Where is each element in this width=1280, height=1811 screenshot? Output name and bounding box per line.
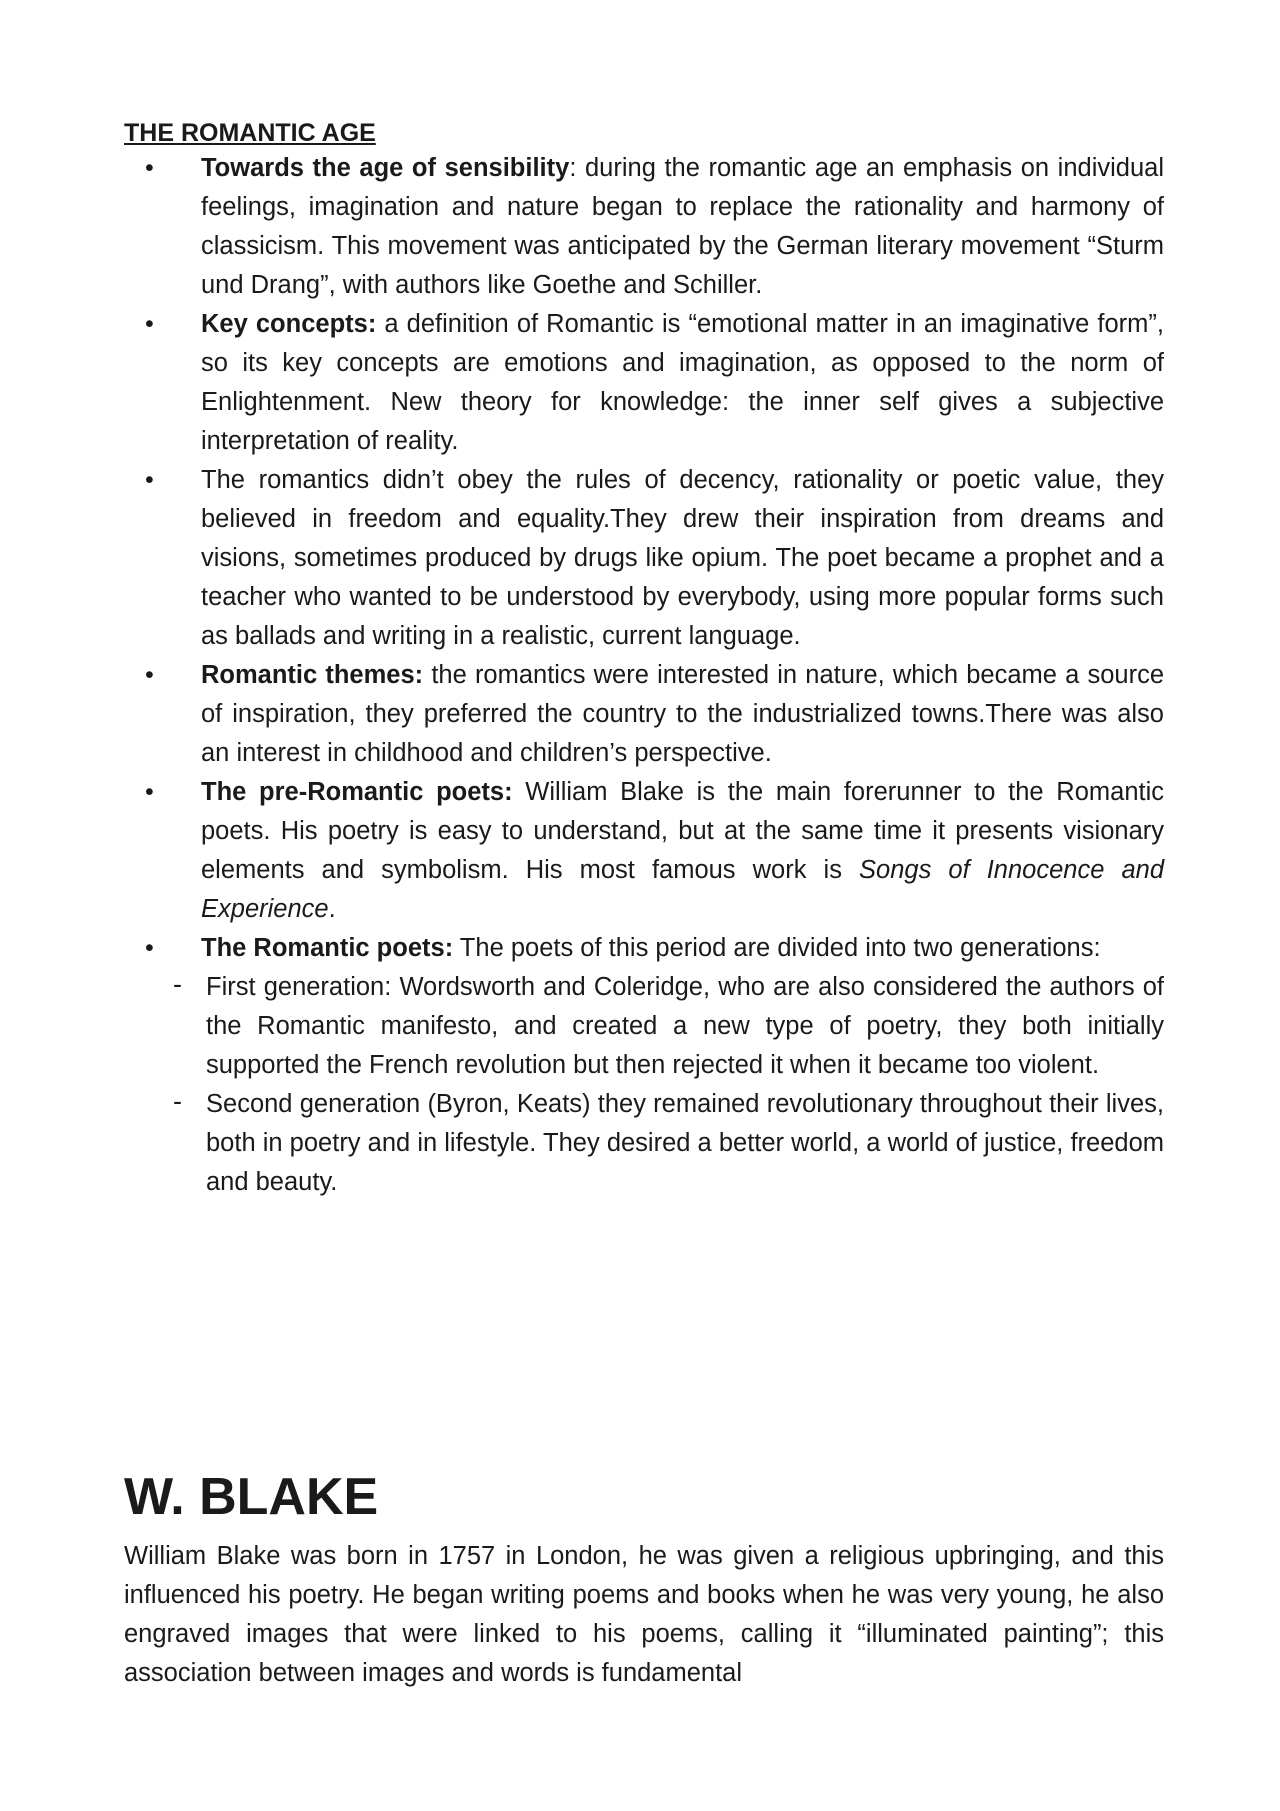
generation-text: Second generation (Byron, Keats) they remained revolutionary throughout their lives, both in poetry and in lifestyle. They desired a better world, a world of justice, freedom and beauty. bbox=[206, 1090, 1164, 1196]
bullet-item-key-concepts bbox=[124, 305, 1164, 461]
bullet-text: : during the romantic age an emphasis on individual feelings, imagination and nature began to replace the rationality and harmony of classicism. This movement was anticipated by the German literary movement “Sturm und Drang”, with authors like Goethe and Schiller. bbox=[201, 154, 1164, 299]
bullet-item-romantic-poets bbox=[124, 929, 1164, 968]
bullet-text: The poets of this period are divided into two generations: bbox=[453, 934, 1101, 962]
blake-paragraph: William Blake was born in 1757 in London, he was given a religious upbringing, and this influenced his poetry. He began writing poems and books when he was very young, he also engraved images that were linked to his poems, calling it “illuminated painting”; this association between images and words is fundamental bbox=[124, 1542, 1164, 1687]
bullet-icon: • bbox=[145, 310, 154, 338]
bullet-item-sensibility bbox=[124, 149, 1164, 305]
bullet-icon: • bbox=[145, 466, 154, 494]
bullet-item-pre-romantic-poets bbox=[124, 773, 1164, 929]
generation-text: First generation: Wordsworth and Coleridge, who are also considered the authors of the Romantic manifesto, and created a new type of poetry, they both initially supported the French revolution but then rejected it when it became too violent. bbox=[206, 973, 1164, 1079]
bullet-lead: Key concepts: bbox=[201, 310, 377, 338]
dash-icon: - bbox=[173, 1086, 182, 1116]
bullet-icon: • bbox=[145, 934, 154, 962]
bullet-text: William Blake is the main forerunner to the Romantic poets. His poetry is easy to understand, but at the same time it presents visionary elements and symbolism. His most famous work is bbox=[201, 778, 1164, 884]
bullet-lead: Romantic themes: bbox=[201, 661, 424, 689]
bullet-icon: • bbox=[145, 154, 154, 182]
bullet-list bbox=[124, 149, 1164, 968]
romantic-age-section bbox=[124, 117, 1164, 1202]
section-heading: THE ROMANTIC AGE bbox=[124, 119, 376, 147]
bullet-tail: . bbox=[328, 895, 336, 923]
bullet-text: the romantics were interested in nature, which became a source of inspiration, they preferred the country to the industrialized towns.There was also an interest in childhood and children’s perspective. bbox=[201, 661, 1164, 767]
bullet-lead: Towards the age of sensibility bbox=[201, 154, 570, 182]
bullet-text: a definition of Romantic is “emotional matter in an imaginative form”, so its key concepts are emotions and imagination, as opposed to the norm of Enlightenment. New theory for knowledge: the inner self gives a subjective interpretation of reality. bbox=[201, 310, 1164, 455]
bullet-lead: The pre-Romantic poets: bbox=[201, 778, 513, 806]
bullet-item-romantic-themes bbox=[124, 656, 1164, 773]
bullet-icon: • bbox=[145, 661, 154, 689]
dash-icon: - bbox=[173, 969, 182, 999]
generation-item-first bbox=[124, 968, 1164, 1085]
book-title: Songs of Innocence and Experience bbox=[201, 856, 1165, 923]
generation-item-second bbox=[124, 1085, 1164, 1202]
bullet-item-romantics-rules bbox=[124, 461, 1164, 656]
bullet-icon: • bbox=[145, 778, 154, 806]
bullet-lead: The Romantic poets: bbox=[201, 934, 454, 962]
bullet-text: The romantics didn’t obey the rules of decency, rationality or poetic value, they believed in freedom and equality.They drew their inspiration from dreams and visions, sometimes produced by drugs like opium. The poet became a prophet and a teacher who wanted to be understood by everybody, using more popular forms such as ballads and writing in a realistic, current language. bbox=[201, 466, 1164, 650]
blake-title: W. BLAKE bbox=[124, 1468, 379, 1526]
generations-list bbox=[124, 968, 1164, 1202]
